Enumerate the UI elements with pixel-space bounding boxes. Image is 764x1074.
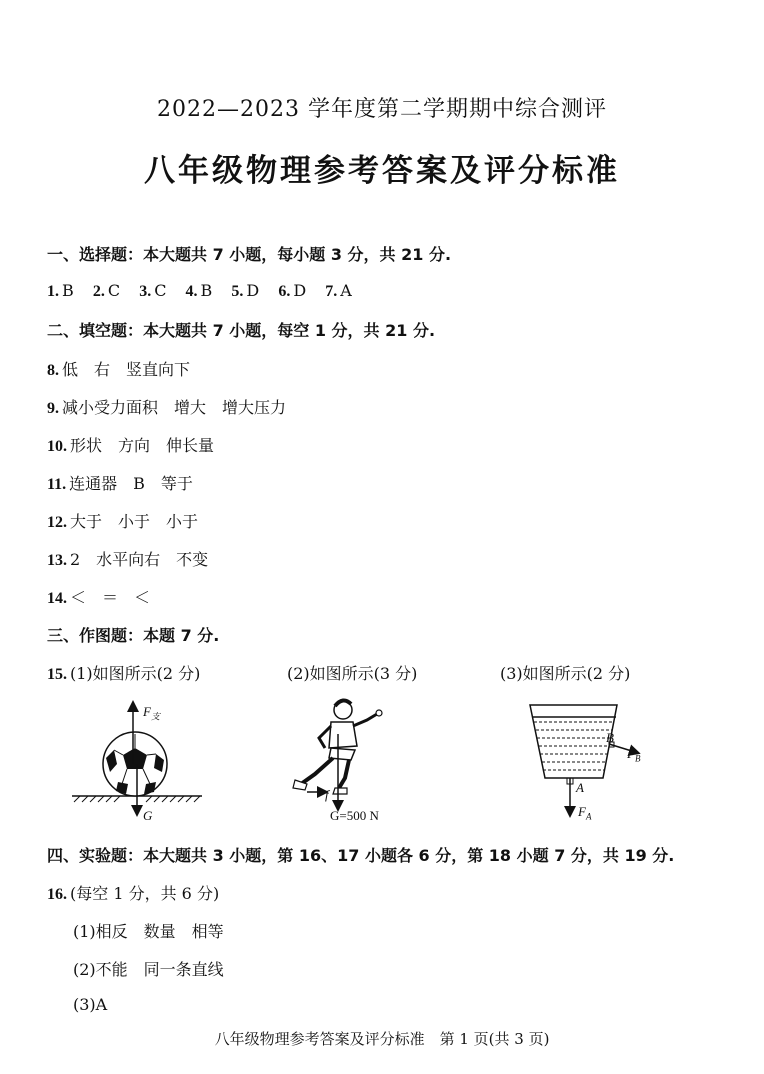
q16-answer-3: (3)A xyxy=(73,995,108,1014)
section-heading-experiment: 四、实验题：本大题共 3 小题，第 16、17 小题各 6 分，第 18 小题 7 分，共 19 分. xyxy=(47,846,675,865)
fill-answer-14: 14. ＜ ＝ ＜ xyxy=(47,588,151,607)
q15-answer-2: (2)如图所示(3 分) xyxy=(287,664,418,683)
section-heading-fill: 二、填空题：本大题共 7 小题，每空 1 分，共 21 分. xyxy=(47,321,436,340)
choice-answer: 1. B xyxy=(47,281,74,300)
choice-answer: 7. A xyxy=(325,281,352,300)
container-figure xyxy=(525,700,665,820)
q16-answer-1: (1)相反 数量 相等 xyxy=(73,922,224,941)
soccer-ball-figure xyxy=(62,698,210,828)
fill-answer-10: 10. 形状 方向 伸长量 xyxy=(47,436,215,455)
force-fb-label: $F_B$ xyxy=(627,746,641,764)
page-footer: 八年级物理参考答案及评分标准 第 1 页(共 3 页) xyxy=(214,1030,550,1048)
fill-answer-13: 13. 2 水平向右 不变 xyxy=(47,550,209,569)
fill-answer-9: 9. 减小受力面积 增大 增大压力 xyxy=(47,398,287,417)
page-subtitle: 2022—2023 学年度第二学期期中综合测评 xyxy=(157,97,607,122)
q15-answer-1: 15. (1)如图所示(2 分) xyxy=(47,664,201,683)
point-a-label: A xyxy=(576,780,584,795)
choice-answer: 3. C xyxy=(139,281,167,300)
choice-answer: 6. D xyxy=(278,281,307,300)
q15-answer-3: (3)如图所示(2 分) xyxy=(500,664,631,683)
choice-answer: 2. C xyxy=(92,281,121,300)
page-title: 八年级物理参考答案及评分标准 xyxy=(144,153,620,189)
force-fa-label: $F_A$ xyxy=(578,804,592,822)
choice-answer: 5. D xyxy=(231,281,260,300)
gravity-label: G xyxy=(143,808,153,823)
choice-answer: 4. B xyxy=(185,281,213,300)
friction-label: f xyxy=(325,787,329,802)
fill-answer-12: 12. 大于 小于 小于 xyxy=(47,512,199,531)
q16-answer-2: (2)不能 同一条直线 xyxy=(73,960,224,979)
weight-label: G=500 N xyxy=(330,808,379,823)
section-heading-drawing: 三、作图题：本题 7 分. xyxy=(47,626,220,645)
runner-figure xyxy=(285,694,395,814)
q16-heading: 16. (每空 1 分，共 6 分) xyxy=(47,884,220,903)
point-b-label: B xyxy=(606,730,614,745)
fill-answer-11: 11. 连通器 B 等于 xyxy=(47,474,193,493)
section-heading-choice: 一、选择题：本大题共 7 小题，每小题 3 分，共 21 分. xyxy=(47,245,452,264)
support-force-label: $F_支$ xyxy=(143,704,160,722)
choice-answers-row xyxy=(47,281,352,301)
fill-answer-8: 8. 低 右 竖直向下 xyxy=(47,360,191,379)
